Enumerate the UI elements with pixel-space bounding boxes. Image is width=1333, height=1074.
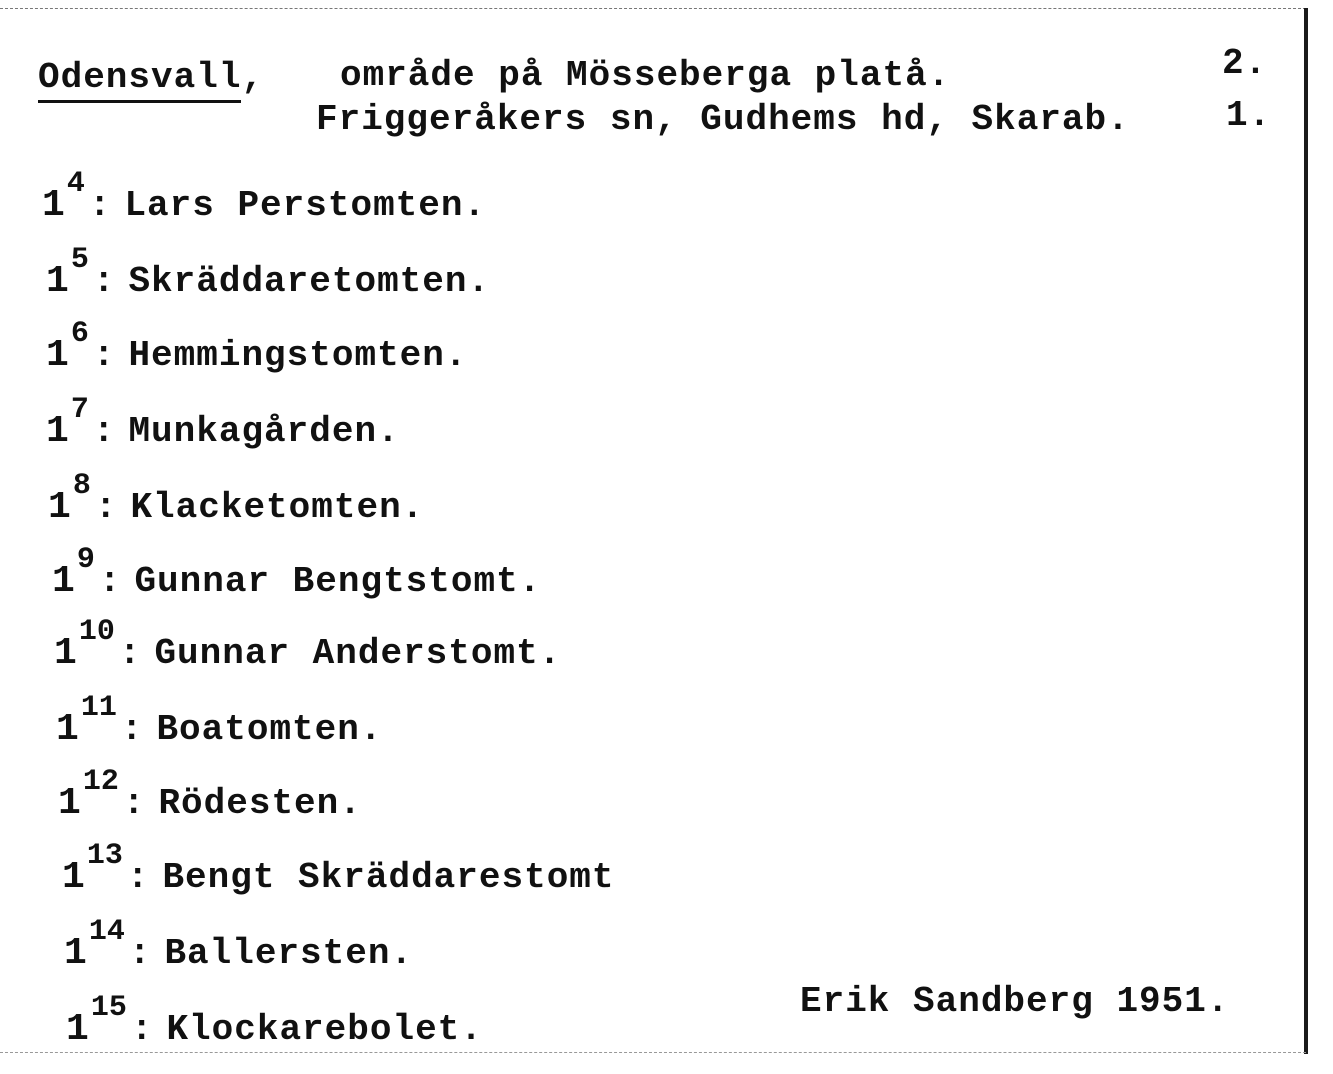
entry-base: 1 [48,486,71,529]
entry-base: 1 [46,260,69,303]
card-top-edge [0,8,1306,10]
list-item: 14: Lars Perstomten. [42,186,486,228]
entry-label: Klacketomten. [130,487,425,528]
entry-superscript: 6 [70,317,89,351]
entry-superscript: 13 [86,839,123,873]
location-number: 1. [1226,95,1272,136]
place-name-line [38,58,264,98]
list-item: 110: Gunnar Anderstomt. [54,634,561,676]
entry-superscript: 7 [70,393,89,427]
entry-label: Hemmingstomten. [128,335,468,376]
entry-superscript: 15 [90,991,127,1025]
list-item: 18: Klacketomten. [48,488,424,530]
entry-label: Boatomten. [156,709,383,750]
location-line: Friggeråkers sn, Gudhems hd, Skarab. [316,99,1130,140]
entry-base: 1 [62,856,85,899]
place-description: område på Mösseberga platå. [340,55,951,96]
list-item: 111: Boatomten. [56,710,382,752]
list-item: 16: Hemmingstomten. [46,336,468,378]
list-item: 17: Munkagården. [46,412,400,454]
entry-base: 1 [46,334,69,377]
list-item: 15: Skräddaretomten. [46,262,490,304]
card-bottom-edge [0,1052,1306,1054]
entry-superscript: 4 [66,167,85,201]
entry-base: 1 [56,708,79,751]
entry-label: Gunnar Bengtstomt. [134,561,542,602]
entry-label: Skräddaretomten. [128,261,491,302]
entry-label: Klockarebolet. [166,1009,483,1050]
entry-label: Bengt Skräddarestomt [162,857,615,898]
entry-base: 1 [52,560,75,603]
entry-superscript: 11 [80,691,117,725]
place-comma: , [241,57,265,98]
entry-superscript: 5 [70,243,89,277]
list-item: 115: Klockarebolet. [66,1010,483,1052]
list-item: 112: Rödesten. [58,784,362,826]
entry-label: Munkagården. [128,411,400,452]
entry-superscript: 12 [82,765,119,799]
entry-label: Ballersten. [164,933,414,974]
list-item: 114: Ballersten. [64,934,413,976]
place-name: Odensvall [38,57,241,103]
entry-base: 1 [46,410,69,453]
entry-base: 1 [66,1008,89,1051]
list-item: 19: Gunnar Bengtstomt. [52,562,541,604]
entry-superscript: 14 [88,915,125,949]
entry-label: Rödesten. [158,783,362,824]
entry-label: Gunnar Anderstomt. [154,633,562,674]
entry-superscript: 8 [72,469,91,503]
entry-label: Lars Perstomten. [124,185,487,226]
entry-base: 1 [64,932,87,975]
card-number: 2. [1222,43,1268,84]
card-right-edge [1304,8,1308,1054]
list-item: 113: Bengt Skräddarestomt [62,858,615,900]
entry-base: 1 [58,782,81,825]
entry-base: 1 [42,184,65,227]
entry-base: 1 [54,632,77,675]
entry-superscript: 9 [76,543,95,577]
entry-superscript: 10 [78,615,115,649]
signature: Erik Sandberg 1951. [800,981,1230,1022]
